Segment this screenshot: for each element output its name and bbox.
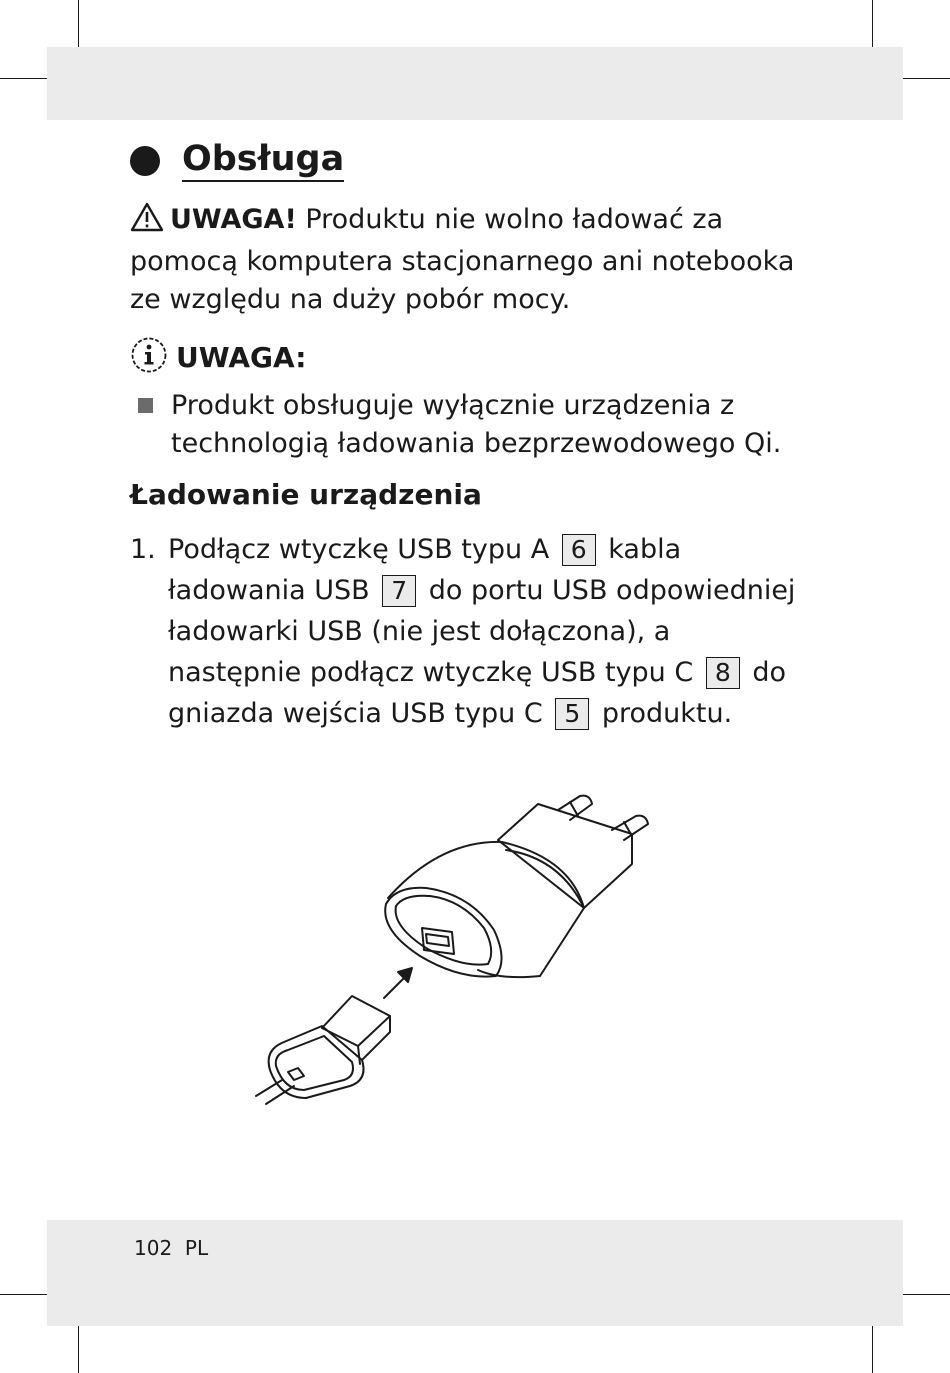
warning-paragraph bbox=[130, 201, 810, 319]
charging-heading: Ładowanie urządzenia bbox=[130, 478, 482, 511]
crop-mark bbox=[895, 78, 950, 79]
step-text-part: Podłącz wtyczkę USB typu A bbox=[168, 534, 550, 565]
step-text-part: do portu USB odpowiedniej ładowarki USB (nie jest dołączona), a następnie podłącz wtyczkę USB typu C bbox=[168, 575, 796, 688]
crop-mark bbox=[78, 1318, 79, 1373]
section-bullet bbox=[130, 146, 160, 176]
crop-mark bbox=[895, 1294, 950, 1295]
page-footer bbox=[134, 1236, 208, 1260]
section-title: Obsługa bbox=[182, 140, 344, 182]
warning-triangle-icon bbox=[130, 202, 164, 243]
charger-illustration bbox=[240, 780, 670, 1110]
note-label: UWAGA: bbox=[176, 340, 307, 374]
step-text bbox=[168, 529, 800, 734]
note-item-text: Produkt obsługuje wyłącznie urządzenia z technologią ładowania bezprzewodowego Qi. bbox=[171, 390, 782, 459]
page-content bbox=[130, 135, 810, 734]
language-code: PL bbox=[184, 1236, 209, 1260]
warning-text: Produktu nie wolno ładować za pomocą komputera stacjonarnego ani notebooka ze względu na duży pobór mocy. bbox=[130, 204, 795, 315]
ref-number-box: 5 bbox=[555, 698, 589, 730]
step-item bbox=[130, 529, 810, 734]
section-heading bbox=[130, 135, 810, 187]
ref-number-box: 8 bbox=[706, 657, 740, 689]
step-text-part: kabla ładowania USB bbox=[168, 534, 682, 606]
page-number: 102 bbox=[134, 1236, 173, 1260]
header-band bbox=[47, 47, 903, 120]
ref-number-box: 6 bbox=[562, 534, 596, 566]
step-number: 1. bbox=[130, 534, 156, 565]
warning-label: UWAGA! bbox=[170, 204, 297, 235]
crop-mark bbox=[872, 1318, 873, 1373]
step-text-part: produktu. bbox=[601, 698, 733, 729]
note-heading bbox=[130, 335, 810, 379]
square-bullet bbox=[138, 398, 153, 413]
info-circle-icon bbox=[130, 336, 168, 378]
ref-number-box: 7 bbox=[382, 575, 416, 607]
step-text-part: do gniazda wejścia USB typu C bbox=[168, 657, 786, 729]
list-item bbox=[130, 387, 810, 463]
